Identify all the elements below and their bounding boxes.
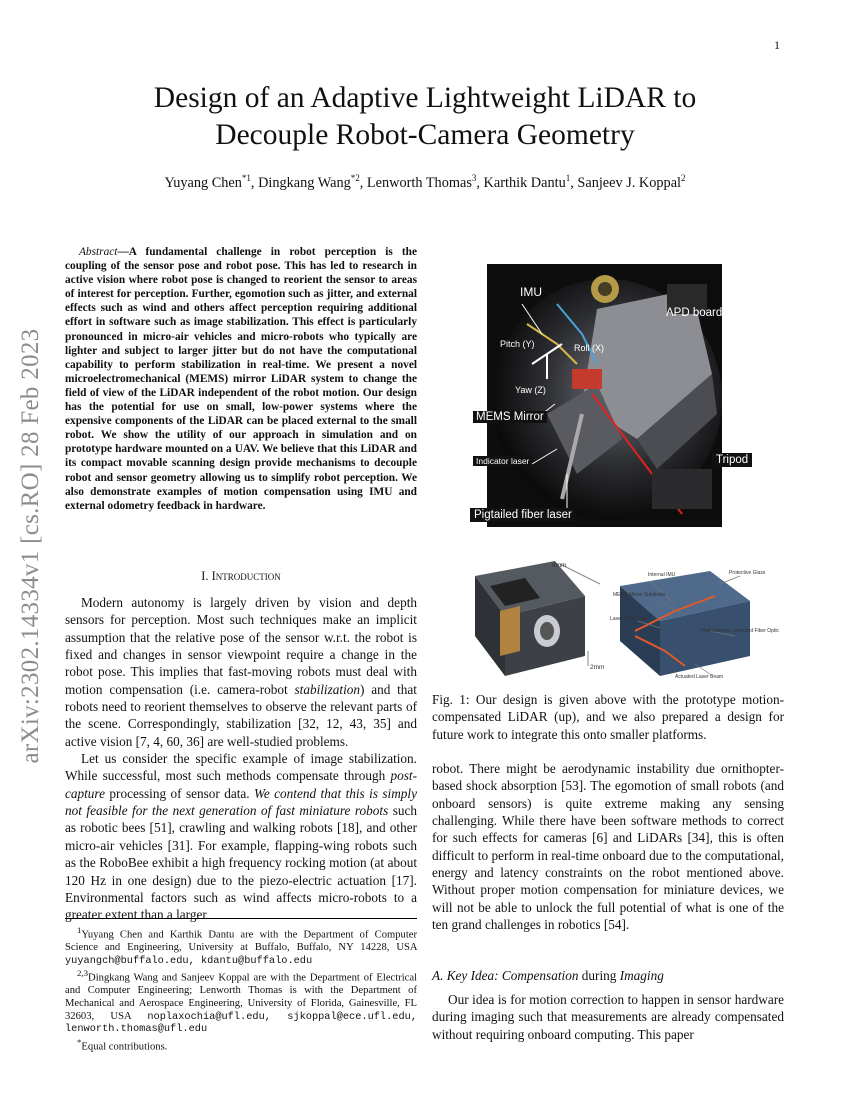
figure-caption: Fig. 1: Our design is given above with the prototype motion-compensated LiDAR (up), and we also prepared a design for future work to integrate this onto smaller platforms. (432, 692, 784, 742)
email-link[interactable]: sjkoppal@ece.ufl.edu, lenworth.thomas@ufl.edu (65, 1010, 417, 1036)
abstract-text: —A fundamental challenge in robot perception is the coupling of the sensor pose and robot pose. This has led to research in active vision where robot pose is changed to reorient the sensor to areas of interest for perception. Further, egomotion such as jitter, and external effects such as wind and others affect perception requiring additional effort in software such as image stabilization. This effect is particularly pronounced in micro-air vehicles and micro-robots who typically are lighter and subject to larger jitter but do not have the computational capability to perform stabilization in real-time. We present a novel microelectromechanical (MEMS) mirror LiDAR system to change the field of view of the LiDAR independent of the robot motion. Our design has the potential for use on small, low-power systems where the expensive components of the LiDAR can be placed external to the small robot. We show the utility of our approach in simulation and on prototype hardware mounted on a UAV. We believe that this LiDAR and its compact movable scanning design provide mechanisms to decouple robot and sensor geometry allowing us to simplify robot perception. We also demonstrate examples of motion compensation using IMU and external odometry feedback in hardware. (65, 246, 417, 512)
right-column-text (432, 760, 784, 933)
abstract (65, 245, 417, 513)
page-number: 1 (774, 38, 780, 52)
author: Dingkang Wang (258, 174, 351, 191)
photo-label-yaw: Yaw (Z) (515, 385, 546, 395)
author-list: Yuyang Chen$^{*1}$, Dingkang Wang$^{*2}$, Lenworth Thomas$^3$, Karthik Dantu$^1$, Sanjeev J. Koppal$^2$ (164, 173, 686, 191)
photo-label-indicator-outside: Indicator laser (473, 456, 532, 466)
prototype-photo-graphic (487, 264, 722, 527)
render-label-protective-glass: Protective Glass (729, 570, 766, 576)
intro-text (65, 594, 417, 924)
arxiv-id: arXiv:2302.14334v1 [cs.RO] 28 Feb 2023 (17, 328, 44, 764)
photo-label-pitch: Pitch (Y) (500, 339, 535, 349)
author-affiliation: 1 (565, 173, 571, 183)
author-affiliation: *1 (241, 173, 251, 183)
photo-label-mems-outside: MEMS Mirror (473, 411, 547, 423)
author-affiliation: 2 (681, 173, 686, 183)
render-label-internal-imu: Internal IMU (648, 572, 676, 578)
intro-paragraph-1: Modern autonomy is largely driven by vision and depth sensors for perception. Most such techniques make an implicit assumption that the relative pose of the sensor w.r.t. the robot is fixed and changes in sensor viewpoint require a change in the robot pose. This implies that fast-moving robots must deal with motion compensation (i.e. camera-robot stabilization) and that robots need to reorient themselves to observe the relevant parts of the scene. Correspondingly, stabilization [32, 12, 43, 35] and active vision [7, 4, 60, 36] are well-studied problems. (65, 595, 417, 749)
render-label-actuated-beam: Actuated Laser Beam (675, 674, 724, 680)
author-affiliation: 3 (471, 173, 477, 183)
intro-paragraph-2: Let us consider the specific example of image stabilization. While successful, most such methods compensate through post-capture processing of sensor data. We contend that this is simply not feasible for the next generation of fast miniature robots such as robotic bees [51], crawling and walking robots [18], and other micro-air vehicles [31]. For example, flapping-wing robots such as the RoboBee exhibit a high frequency rocking motion (at about 120 Hz in one design) due to the piezo-electric actuation [17]. Environmental factors such as wind affects micro-robots to a greater extent than a larger (65, 751, 417, 923)
photo-label-roll: Roll (X) (574, 343, 605, 353)
section-heading: I. Introduction (201, 569, 281, 583)
photo-label-imu: IMU (520, 285, 542, 299)
footnote-1: $^1$Yuyang Chen and Karthik Dantu are with the Department of Computer Science and Engineering, University at Buffalo, Buffalo, NY 14228, USA yuyangch@buffalo.edu, kdantu@buffalo.edu (65, 925, 417, 967)
footnotes (65, 918, 417, 1054)
footnote-3: *Equal contributions. (77, 1036, 168, 1053)
render-label-8mm: 8mm (552, 562, 567, 569)
render-label-photodetector: Photodetector Lens and Fiber Optic (700, 628, 779, 634)
author: Sanjeev J. Koppal (577, 174, 682, 191)
design-render (460, 556, 786, 684)
render-label-laser-fiber: Laser Fiber Optic (610, 616, 649, 622)
right-paragraph-1: robot. There might be aerodynamic instability due ornithopter-based shock absorption [53]. The egomotion of small robots (and onboard sensors) is quite extreme making any sensing challenging. While there have been software methods to correct for such effects for cameras [6] and LiDARs [34], this is often difficult to perform in real-time onboard due to the computational, energy and latency constraints on the robot mentioned above. Without proper motion compensation for miniature devices, we will not be able to unlock the full potential of what is one of the ten grand challenges in robotics [54]. (432, 761, 784, 933)
arxiv-stamp (16, 296, 46, 796)
photo-label-tripod-outside: Tripod (712, 453, 752, 467)
title-line-1: Design of an Adaptive Lightweight LiDAR to (153, 82, 697, 114)
render-label-2mm: 2mm (590, 664, 605, 671)
author: Lenworth Thomas (366, 174, 472, 191)
email-link[interactable]: noplaxochia@ufl.edu, (147, 1010, 271, 1023)
author-affiliation: *2 (350, 173, 360, 183)
paper-title (70, 80, 780, 154)
author: Karthik Dantu (483, 174, 566, 191)
right-paragraph-2: Our idea is for motion correction to happen in sensor hardware during imaging such that measurements are already compensated without requiring onboard computing. This paper (432, 992, 784, 1042)
title-line-2: Decouple Robot-Camera Geometry (215, 119, 635, 151)
right-column-text-2 (432, 991, 784, 1043)
abstract-label: Abstract (79, 246, 118, 258)
photo-label-pigtailed-outside: Pigtailed fiber laser (470, 508, 576, 522)
footnote-2: $^{2,3}$Dingkang Wang and Sanjeev Koppal are with the Department of Electrical and Computer Engineering; Lenworth Thomas is with the Department of Mechanical and Aerospace Engineering, University of Florida, Gainesville, FL 32603, USA noplaxochia@ufl.edu, sjkoppal@ece.ufl.edu, lenworth.thomas@ufl.edu (65, 968, 417, 1036)
photo-label-apd: APD board (666, 307, 722, 319)
subsection-heading: A. Key Idea: Compensation during Imaging (432, 968, 664, 983)
render-label-mems-substrate: MEMS Mirror Substrate (613, 592, 666, 598)
author: Yuyang Chen (164, 174, 242, 191)
email-link[interactable]: yuyangch@buffalo.edu, kdantu@buffalo.edu (65, 954, 313, 967)
prototype-photo (487, 264, 722, 527)
